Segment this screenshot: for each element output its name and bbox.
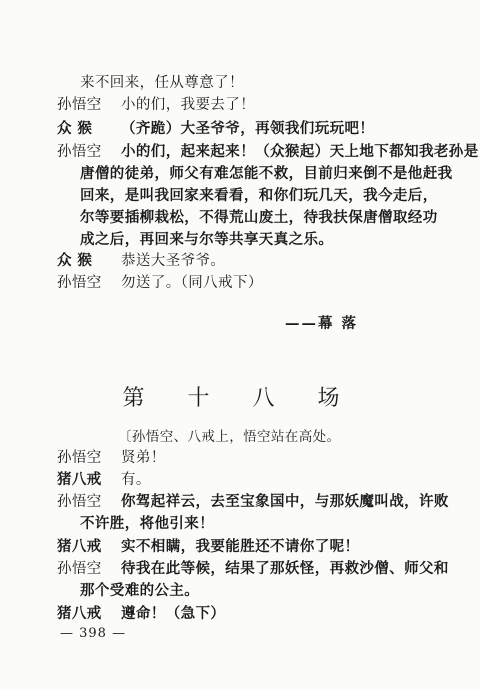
speaker-name: 孙悟空 — [57, 144, 102, 160]
dialogue-text: 你驾起祥云，去至宝象国中，与那妖魔叫战，许败 — [121, 493, 449, 510]
dialogue-text: 不许胜，将他引来！ — [80, 515, 215, 532]
dialogue-text: 那个受难的公主。 — [80, 582, 200, 599]
page-number: — 398 — — [60, 626, 127, 641]
dialogue-text: 待我在此等候，结果了那妖怪，再救沙僧、师父和 — [121, 560, 449, 577]
dialogue-line — [57, 470, 151, 490]
dialogue-line — [57, 559, 449, 579]
speaker-name: 众 猴 — [57, 252, 93, 269]
dialogue-line — [57, 119, 374, 139]
stage-direction: 〔孙悟空、八戒上，悟空站在高处。 — [118, 429, 341, 445]
speaker-name: 孙悟空 — [57, 561, 102, 577]
speaker-name: 猪八戒 — [57, 538, 102, 555]
scene-title: 第 十 八 场 — [122, 386, 358, 411]
dialogue-line — [57, 492, 449, 512]
dialogue-text: 恭送大圣爷爷。 — [121, 253, 226, 269]
dialogue-text: 有。 — [121, 472, 151, 488]
speaker-name: 孙悟空 — [57, 494, 102, 510]
dialogue-text: 成之后，再回来与尔等共享天真之乐。 — [80, 231, 334, 248]
dialogue-text: 小的们，我要去了！ — [121, 97, 256, 113]
curtain-fall: ——幕 落 — [285, 315, 359, 332]
dialogue-text: 勿送了。（同八戒下） — [121, 275, 263, 291]
dialogue-text: 回来，是叫我回家来看看，和你们玩几天，我今走后， — [80, 187, 438, 204]
dialogue-text: 实不相瞒，我要能胜还不请你了呢！ — [121, 538, 360, 555]
speaker-name: 孙悟空 — [57, 275, 102, 291]
speaker-name: 孙悟空 — [57, 97, 102, 113]
speaker-name: 众 猴 — [57, 120, 93, 137]
dialogue-text: 遵命！（急下） — [121, 605, 226, 622]
dialogue-line — [57, 251, 225, 271]
dialogue-line — [57, 142, 479, 162]
speaker-name: 猪八戒 — [57, 605, 102, 622]
speaker-name: 孙悟空 — [57, 450, 102, 466]
dialogue-text: 尔等要插柳栽松，不得荒山废土，待我扶保唐僧取经功 — [80, 209, 438, 226]
dialogue-line — [57, 273, 263, 293]
speaker-name: 猪八戒 — [57, 471, 102, 488]
dialogue-text: 贤弟！ — [121, 450, 166, 466]
dialogue-text: 唐僧的徒弟，师父有难怎能不救，目前归来倒不是他赶我 — [80, 165, 453, 182]
dialogue-text: （齐跪）大圣爷爷，再领我们玩玩吧！ — [121, 120, 375, 137]
dialogue-continuation: 来不回来，任从尊意了！ — [80, 75, 244, 91]
dialogue-line — [57, 448, 166, 468]
dialogue-line — [57, 537, 359, 557]
dialogue-line — [57, 95, 255, 115]
dialogue-line — [57, 604, 225, 624]
dialogue-text: 小的们，起来起来！（众猴起）天上地下都知我老孙是 — [121, 143, 479, 160]
